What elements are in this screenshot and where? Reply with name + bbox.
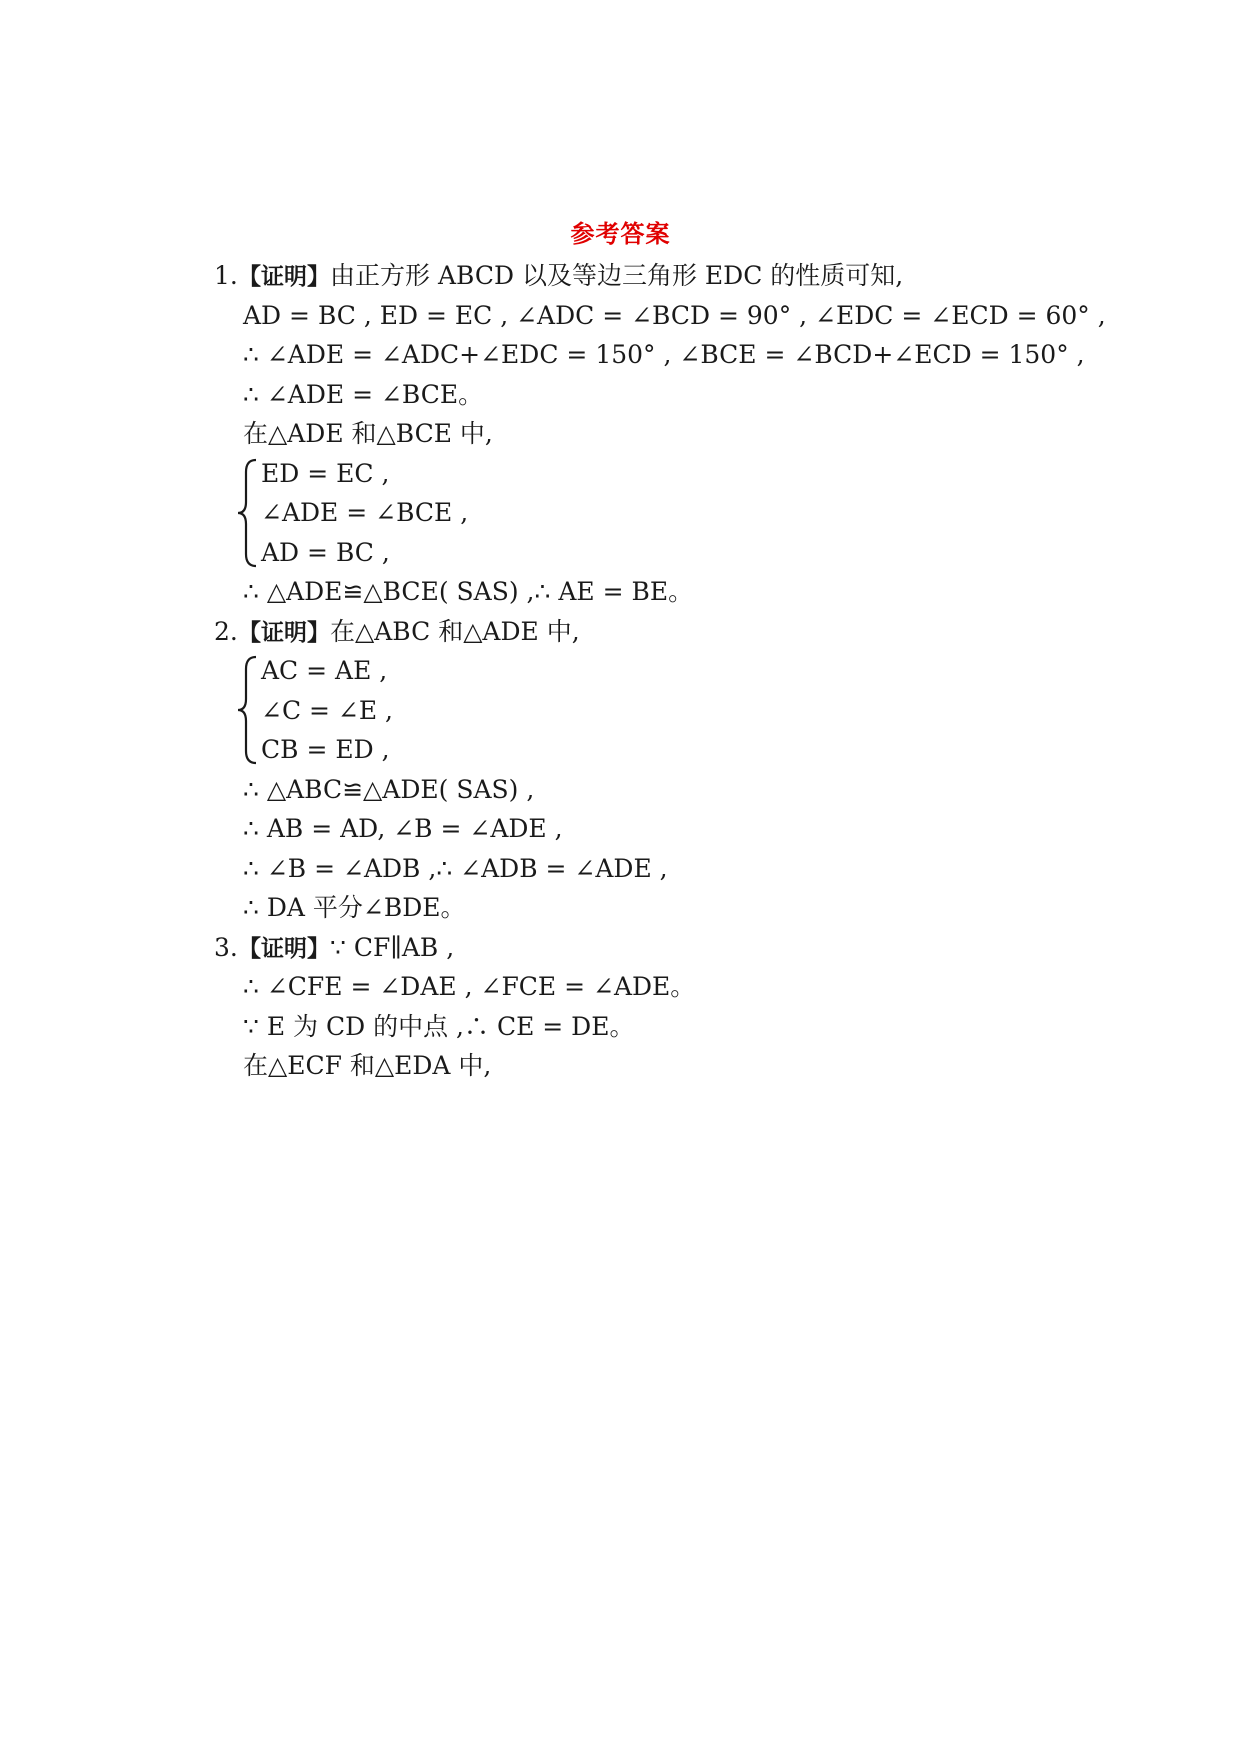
- question-number: 2.: [214, 616, 238, 646]
- proof-conclusion: ∴ DA 平分∠BDE。: [243, 893, 466, 922]
- condition-system: [214, 651, 1114, 770]
- proof-line: ∴ ∠B = ∠ADB ,∴ ∠ADB = ∠ADE ,: [243, 853, 668, 883]
- question-number: 1.: [214, 261, 238, 290]
- left-brace-icon: [236, 458, 262, 568]
- proof-line: ∴ ∠ADE = ∠ADC+∠EDC = 150° , ∠BCE = ∠BCD+∠ECD = 150° ,: [243, 340, 1085, 369]
- condition-line: AC = AE ,: [261, 656, 388, 685]
- proof-line: 在△ADE 和△BCE 中,: [243, 419, 493, 448]
- question-1-head: [214, 256, 1114, 296]
- proof-line: ∴ △ABC≌△ADE( SAS) ,: [243, 774, 535, 804]
- proof-line: ∵ E 为 CD 的中点 ,∴ CE = DE。: [243, 1011, 635, 1041]
- proof-line: AD = BC , ED = EC , ∠ADC = ∠BCD = 90° , ∠EDC = ∠ECD = 60° ,: [243, 300, 1106, 330]
- question-3: [214, 928, 1114, 1086]
- condition-line: ED = EC ,: [261, 458, 390, 488]
- condition-line: ∠ADE = ∠BCE ,: [261, 498, 469, 527]
- proof-line: ∴ ∠CFE = ∠DAE , ∠FCE = ∠ADE。: [243, 972, 696, 1001]
- question-2: [214, 612, 1114, 928]
- proof-line: ∴ ∠ADE = ∠BCE。: [243, 379, 484, 409]
- question-3-head: [214, 928, 1114, 968]
- question-1: [214, 256, 1114, 612]
- condition-line: AD = BC ,: [261, 537, 390, 567]
- proof-tag: 【证明】: [238, 619, 330, 646]
- proof-tag: 【证明】: [238, 264, 330, 290]
- question-number: 3.: [214, 932, 238, 962]
- condition-line: ∠C = ∠E ,: [261, 695, 394, 725]
- question-3-statement: ∵ CF∥AB ,: [330, 932, 455, 962]
- proof-tag: 【证明】: [238, 935, 330, 962]
- question-1-statement: 由正方形 ABCD 以及等边三角形 EDC 的性质可知,: [330, 261, 904, 290]
- left-brace-icon: [236, 655, 262, 765]
- page-title: 参考答案: [570, 220, 671, 248]
- condition-line: CB = ED ,: [261, 735, 390, 764]
- proof-line: 在△ECF 和△EDA 中,: [243, 1051, 492, 1080]
- question-2-statement: 在△ABC 和△ADE 中,: [330, 616, 580, 646]
- proof-line: ∴ AB = AD, ∠B = ∠ADE ,: [243, 814, 563, 843]
- proof-conclusion: ∴ △ADE≌△BCE( SAS) ,∴ AE = BE。: [243, 577, 694, 606]
- question-2-head: [214, 612, 1114, 652]
- condition-system: [214, 454, 1114, 573]
- answer-list: [214, 256, 1114, 1086]
